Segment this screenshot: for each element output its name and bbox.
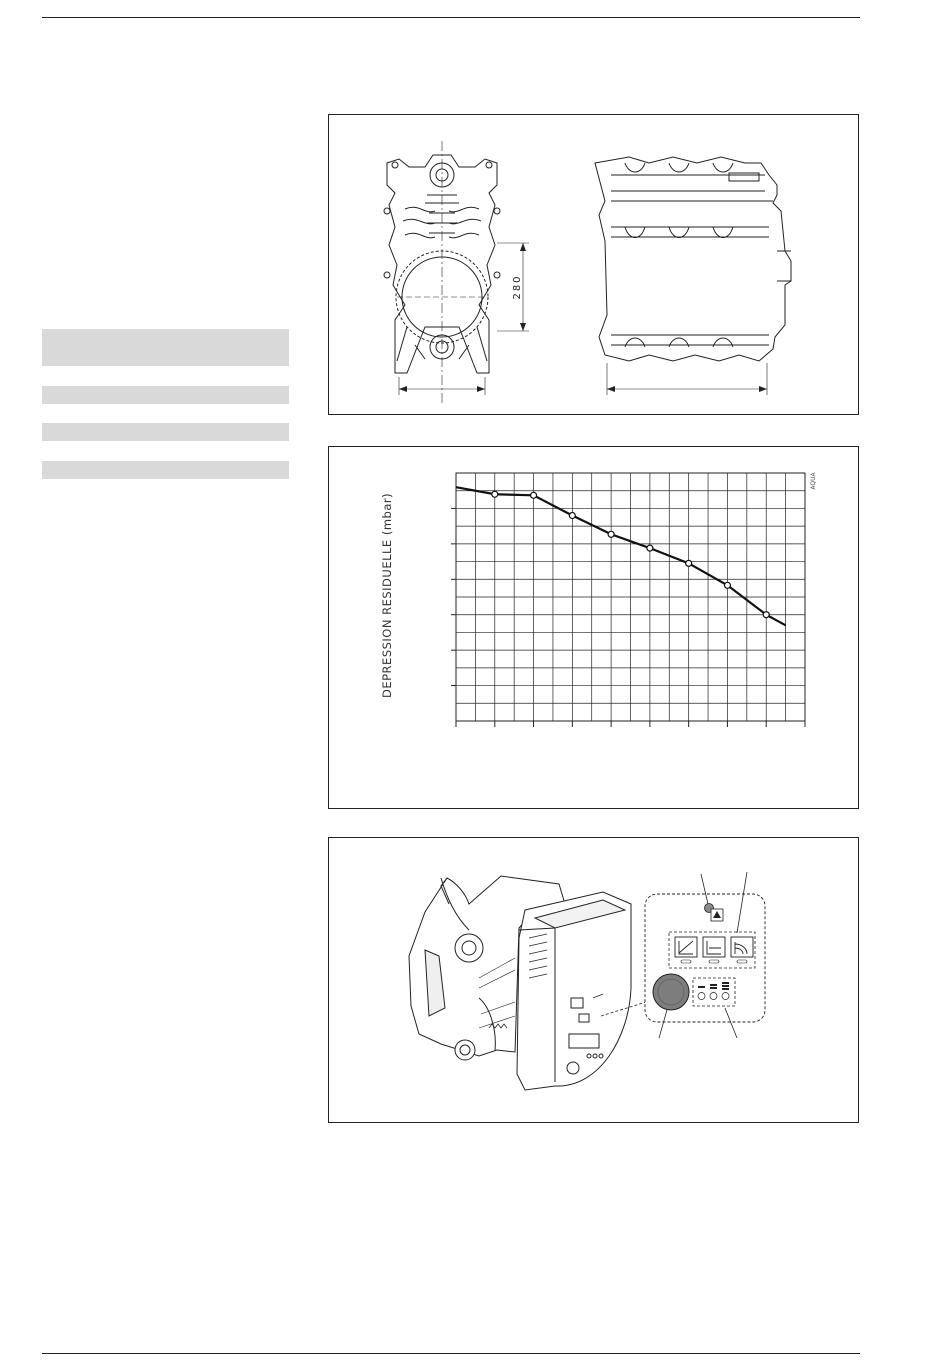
chart-ylabel: DEPRESSION RESIDUELLE (mbar): [380, 492, 394, 698]
control-button[interactable]: [653, 974, 689, 1010]
bottom-rule: [42, 1353, 860, 1354]
data-point: [763, 612, 769, 618]
figure-pump-panel: [328, 837, 859, 1123]
grey-block-4: [42, 461, 289, 479]
pump-illustration: [329, 838, 860, 1124]
data-point: [492, 491, 498, 497]
grey-block-2: [42, 386, 289, 404]
data-point: [647, 545, 653, 551]
figure-boiler-section: [328, 114, 859, 415]
figure-pressure-chart: [328, 446, 859, 809]
data-point: [686, 560, 692, 566]
boiler-section-drawing: [329, 115, 860, 416]
chart-series-line: [456, 487, 786, 625]
pump-body: [409, 876, 631, 1090]
dimension-280-label: 280: [512, 274, 523, 300]
grey-block-3: [42, 423, 289, 441]
dimension-arrows: [399, 243, 767, 392]
grey-block-1: [42, 329, 289, 366]
pressure-chart: [329, 447, 860, 810]
top-rule: [42, 17, 860, 18]
data-point: [724, 582, 730, 588]
chart-corner-mark: AQUA: [810, 472, 817, 490]
data-point: [531, 492, 537, 498]
data-point: [608, 531, 614, 537]
data-point: [569, 513, 575, 519]
